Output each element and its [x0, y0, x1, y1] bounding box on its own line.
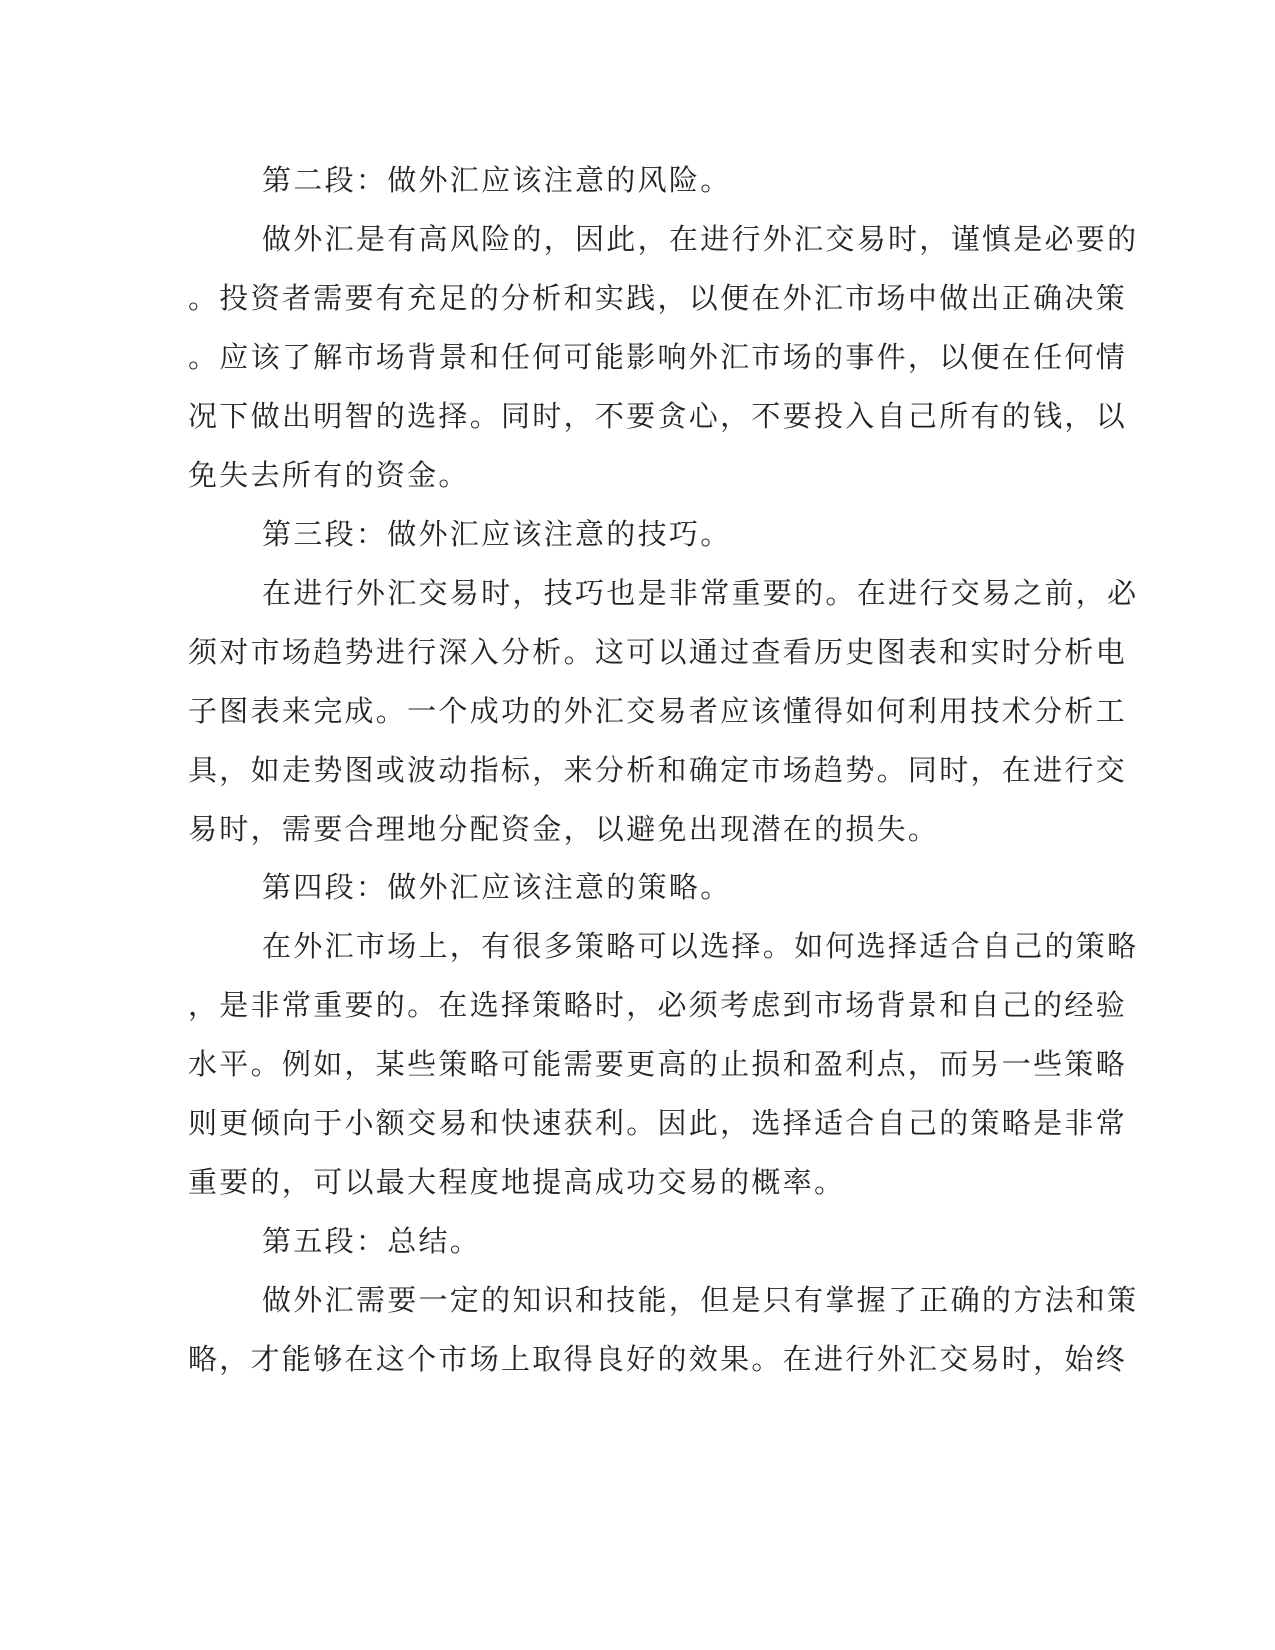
paragraph-line: 做外汇是有高风险的，因此，在进行外汇交易时，谨慎是必要的 — [262, 222, 1139, 256]
paragraph-line: 则更倾向于小额交易和快速获利。因此，选择适合自己的策略是非常 — [188, 1106, 1128, 1140]
paragraph-line: 在进行外汇交易时，技巧也是非常重要的。在进行交易之前，必 — [262, 576, 1139, 610]
section-heading-2: 第二段：做外汇应该注意的风险。 — [262, 163, 732, 197]
paragraph-line: 水平。例如，某些策略可能需要更高的止损和盈利点，而另一些策略 — [188, 1047, 1128, 1081]
paragraph-line: 子图表来完成。一个成功的外汇交易者应该懂得如何利用技术分析工 — [188, 694, 1128, 728]
paragraph-line: 做外汇需要一定的知识和技能，但是只有掌握了正确的方法和策 — [262, 1283, 1139, 1317]
section-heading-4: 第四段：做外汇应该注意的策略。 — [262, 870, 732, 904]
section-heading-3: 第三段：做外汇应该注意的技巧。 — [262, 517, 732, 551]
paragraph-line: 免失去所有的资金。 — [188, 458, 470, 492]
section-heading-5: 第五段：总结。 — [262, 1224, 482, 1258]
paragraph-line: 。投资者需要有充足的分析和实践，以便在外汇市场中做出正确决策 — [188, 281, 1128, 315]
paragraph-line: 略，才能够在这个市场上取得良好的效果。在进行外汇交易时，始终 — [188, 1342, 1128, 1376]
paragraph-line: ，是非常重要的。在选择策略时，必须考虑到市场背景和自己的经验 — [188, 988, 1128, 1022]
paragraph-line: 具，如走势图或波动指标，来分析和确定市场趋势。同时，在进行交 — [188, 753, 1128, 787]
paragraph-line: 。应该了解市场背景和任何可能影响外汇市场的事件，以便在任何情 — [188, 340, 1128, 374]
paragraph-line: 况下做出明智的选择。同时，不要贪心，不要投入自己所有的钱，以 — [188, 399, 1128, 433]
paragraph-line: 在外汇市场上，有很多策略可以选择。如何选择适合自己的策略 — [262, 929, 1139, 963]
paragraph-line: 易时，需要合理地分配资金，以避免出现潜在的损失。 — [188, 812, 940, 846]
paragraph-line: 须对市场趋势进行深入分析。这可以通过查看历史图表和实时分析电 — [188, 635, 1128, 669]
paragraph-line: 重要的，可以最大程度地提高成功交易的概率。 — [188, 1165, 846, 1199]
